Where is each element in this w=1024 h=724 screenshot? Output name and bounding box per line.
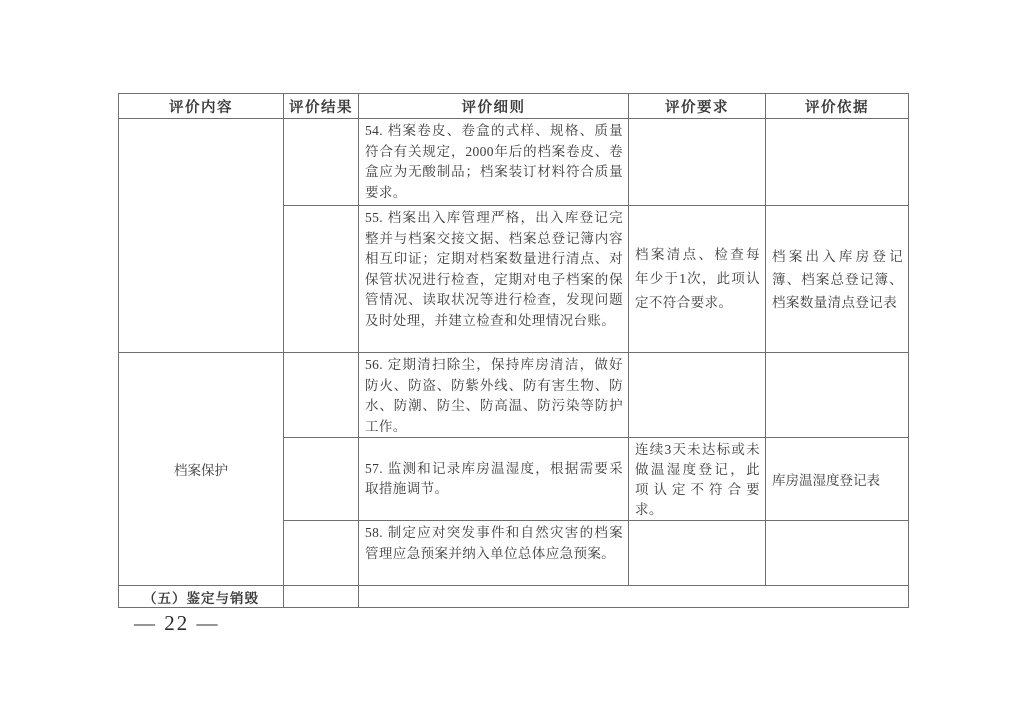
rule-cell-54: 54. 档案卷皮、卷盒的式样、规格、质量符合有关规定，2000年后的档案卷皮、卷盒应为无酸制品；档案装订材料符合质量要求。	[359, 119, 629, 206]
header-eval-requirement: 评价要求	[629, 94, 766, 119]
category-label: 档案保护	[174, 463, 228, 478]
requirement-cell-56	[629, 353, 766, 438]
basis-57-text: 库房温湿度登记表	[772, 473, 880, 488]
section-label: （五）鉴定与销毁	[143, 590, 259, 606]
requirement-cell-55	[629, 206, 766, 353]
requirement-cell-58	[629, 521, 766, 586]
result-cell-55	[284, 206, 359, 353]
basis-cell-54	[766, 119, 909, 206]
rule-cell-58: 58. 制定应对突发事件和自然灾害的档案管理应急预案并纳入单位总体应急预案。	[359, 521, 629, 586]
header-eval-content: 评价内容	[119, 94, 284, 119]
category-cell-empty	[119, 119, 284, 353]
rule-57-text: 57. 监测和记录库房温湿度，根据需要采取措施调节。	[365, 460, 623, 496]
rule-cell-57	[359, 438, 629, 521]
header-eval-rules: 评价细则	[359, 94, 629, 119]
basis-cell-58	[766, 521, 909, 586]
result-cell-57	[284, 438, 359, 521]
result-cell-54	[284, 119, 359, 206]
basis-55-text: 档案出入库房登记簿、档案总登记簿、档案数量清点登记表	[772, 248, 903, 310]
basis-cell-56	[766, 353, 909, 438]
result-cell-58	[284, 521, 359, 586]
requirement-cell-54	[629, 119, 766, 206]
basis-cell-55	[766, 206, 909, 353]
result-cell-section	[284, 586, 359, 608]
section-cell-appraisal-destruction	[119, 586, 284, 608]
header-eval-basis: 评价依据	[766, 94, 909, 119]
section-row-merged-cell	[359, 586, 909, 608]
header-eval-result: 评价结果	[284, 94, 359, 119]
requirement-cell-57: 连续3天未达标或未做温湿度登记，此项认定不符合要求。	[629, 438, 766, 521]
page-number: — 22 —	[134, 611, 220, 635]
requirement-55-text: 档案清点、检查每年少于1次，此项认定不符合要求。	[635, 247, 760, 310]
category-cell-protection	[119, 353, 284, 586]
rule-cell-56: 56. 定期清扫除尘，保持库房清洁，做好防火、防盗、防紫外线、防有害生物、防水、防潮、防尘、防高温、防污染等防护工作。	[359, 353, 629, 438]
result-cell-56	[284, 353, 359, 438]
evaluation-table	[118, 93, 909, 608]
rule-cell-55: 55. 档案出入库管理严格，出入库登记完整并与档案交接文据、档案总登记簿内容相互印证；定期对档案数量进行清点、对保管状况进行检查，定期对电子档案的保管情况、读取状况等进行检查，发现问题及时处理，并建立检查和处理情况台账。	[359, 206, 629, 353]
basis-cell-57	[766, 438, 909, 521]
